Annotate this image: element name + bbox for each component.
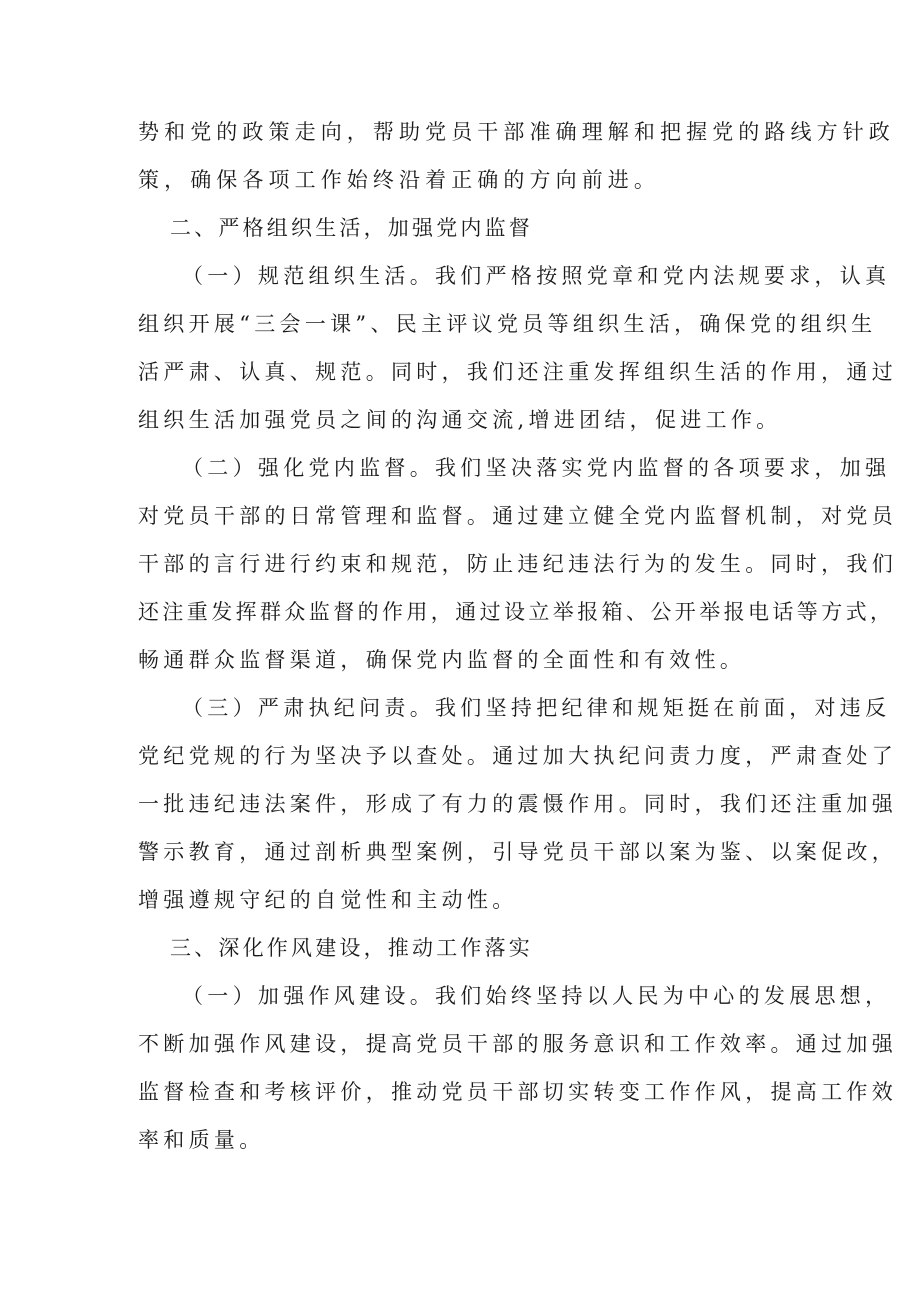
text-line: 对党员干部的日常管理和监督。通过建立健全党内监督机制，对党员 [138,504,897,528]
text-line: 还注重发挥群众监督的作用，通过设立举报箱、公开举报电话等方式， [138,600,895,624]
text-line: （二）强化党内监督。我们坚决落实党内监督的各项要求，加强 [182,456,891,480]
text-line: 监督检查和考核评价，推动党员干部切实转变工作作风，提高工作效 [138,1080,897,1104]
text-line: 党纪党规的行为坚决予以查处。通过加大执纪问责力度，严肃查处了 [138,744,897,768]
text-line: 率和质量。 [138,1128,265,1152]
text-line: 干部的言行进行约束和规范，防止违纪违法行为的发生。同时，我们 [138,552,897,576]
section-heading: 三、深化作风建设，推动工作落实 [170,936,533,960]
text-line: 畅通群众监督渠道，确保党内监督的全面性和有效性。 [138,648,746,672]
text-line: 增强遵规守纪的自觉性和主动性。 [138,888,518,912]
text-line: 组织开展“三会一课”、民主评议党员等组织生活，确保党的组织生 [138,312,877,336]
text-line: 策，确保各项工作始终沿着正确的方向前进。 [138,168,660,192]
text-line: 势和党的政策走向，帮助党员干部准确理解和把握党的路线方针政 [138,120,895,144]
text-line: 一批违纪违法案件，形成了有力的震慑作用。同时，我们还注重加强 [138,792,897,816]
text-line: 活严肃、认真、规范。同时，我们还注重发挥组织生活的作用，通过 [138,360,897,384]
section-heading: 二、严格组织生活，加强党内监督 [170,216,533,240]
text-line: 不断加强作风建设，提高党员干部的服务意识和工作效率。通过加强 [138,1032,897,1056]
text-line: 警示教育，通过剖析典型案例，引导党员干部以案为鉴、以案促改， [138,840,897,864]
text-line: 组织生活加强党员之间的沟通交流,增进团结，促进工作。 [138,408,782,432]
text-line: （一）加强作风建设。我们始终坚持以人民为中心的发展思想， [182,984,891,1008]
text-line: （三）严肃执纪问责。我们坚持把纪律和规矩挺在前面，对违反 [182,696,891,720]
text-line: （一）规范组织生活。我们严格按照党章和党内法规要求，认真 [182,264,891,288]
